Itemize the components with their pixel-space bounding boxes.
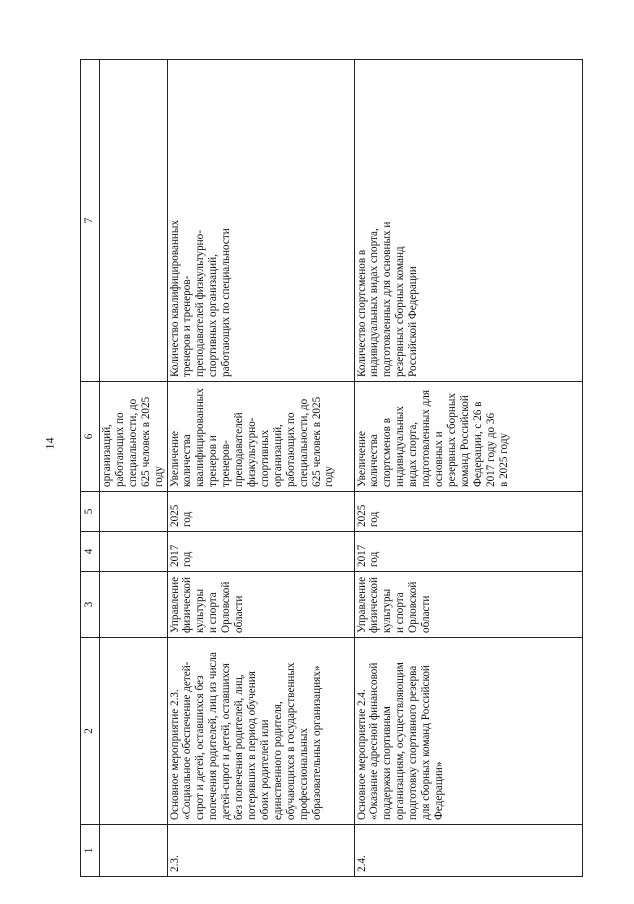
- header-cell: 2: [81, 638, 100, 825]
- header-cell: 4: [81, 532, 100, 572]
- executor-cell: Управление физической культуры и спорта Орловской области: [354, 572, 582, 638]
- expected-result-cell: Увеличение количества спортсменов в индивидуальных видах спорта, подготовленных для основных и резервных сборных команд Российской Федерации, с 26 в 2017 году до 36 в 2025 году: [354, 382, 582, 492]
- start-year-cell: 2017 год: [354, 532, 582, 572]
- table-row: [100, 60, 168, 877]
- measure-name-cell: Основное мероприятие 2.4. «Оказание адресной финансовой поддержки спортивным организациям, осуществляющим подготовку спортивного резерва для сборных команд Российской Федерации»: [354, 638, 582, 825]
- table-row: [354, 60, 582, 877]
- expected-result-cell: организаций, работающих по специальности, до 625 человек в 2025 году: [100, 382, 168, 492]
- page-number: 14: [42, 437, 57, 450]
- table-row: [167, 60, 354, 877]
- rotated-table-container: [80, 60, 580, 877]
- header-cell: 7: [81, 60, 100, 382]
- header-cell: 3: [81, 572, 100, 638]
- start-year-cell: [100, 532, 168, 572]
- measures-table: [80, 59, 583, 877]
- header-cell: 6: [81, 382, 100, 492]
- end-year-cell: 2025 год: [167, 492, 354, 532]
- measure-name-cell: [100, 638, 168, 825]
- executor-cell: [100, 572, 168, 638]
- expected-result-cell: Увеличение количества квалифицированных тренеров и тренеров- преподавателей физкультурно- спортивных организаций, работающих по специальности, до 625 человек в 2025 году: [167, 382, 354, 492]
- indicator-cell: Количество квалифицированных тренеров и тренеров- преподавателей физкультурно- спортивных организаций, работающих по специальности: [167, 60, 354, 382]
- indicator-cell: [100, 60, 168, 382]
- row-number-cell: 2.4.: [354, 825, 582, 877]
- row-number-cell: 2.3.: [167, 825, 354, 877]
- table-header-row: [81, 60, 100, 877]
- measure-name-cell: Основное мероприятие 2.3. «Социальное обеспечение детей- сирот и детей, оставшихся без попечения родителей, лиц из числа детей-сирот и детей, оставшихся без попечения родителей, лиц, потерявших в период обучения обоих родителей или единственного родителя, обучающихся в государственных профессиональных образовательных организациях»: [167, 638, 354, 825]
- header-cell: 1: [81, 825, 100, 877]
- indicator-cell: Количество спортсменов в индивидуальных видах спорта, подготовленных для основных и резервных сборных команд Российской Федерации: [354, 60, 582, 382]
- end-year-cell: 2025 год: [354, 492, 582, 532]
- executor-cell: Управление физической культуры и спорта Орловской области: [167, 572, 354, 638]
- end-year-cell: [100, 492, 168, 532]
- row-number-cell: [100, 825, 168, 877]
- start-year-cell: 2017 год: [167, 532, 354, 572]
- header-cell: 5: [81, 492, 100, 532]
